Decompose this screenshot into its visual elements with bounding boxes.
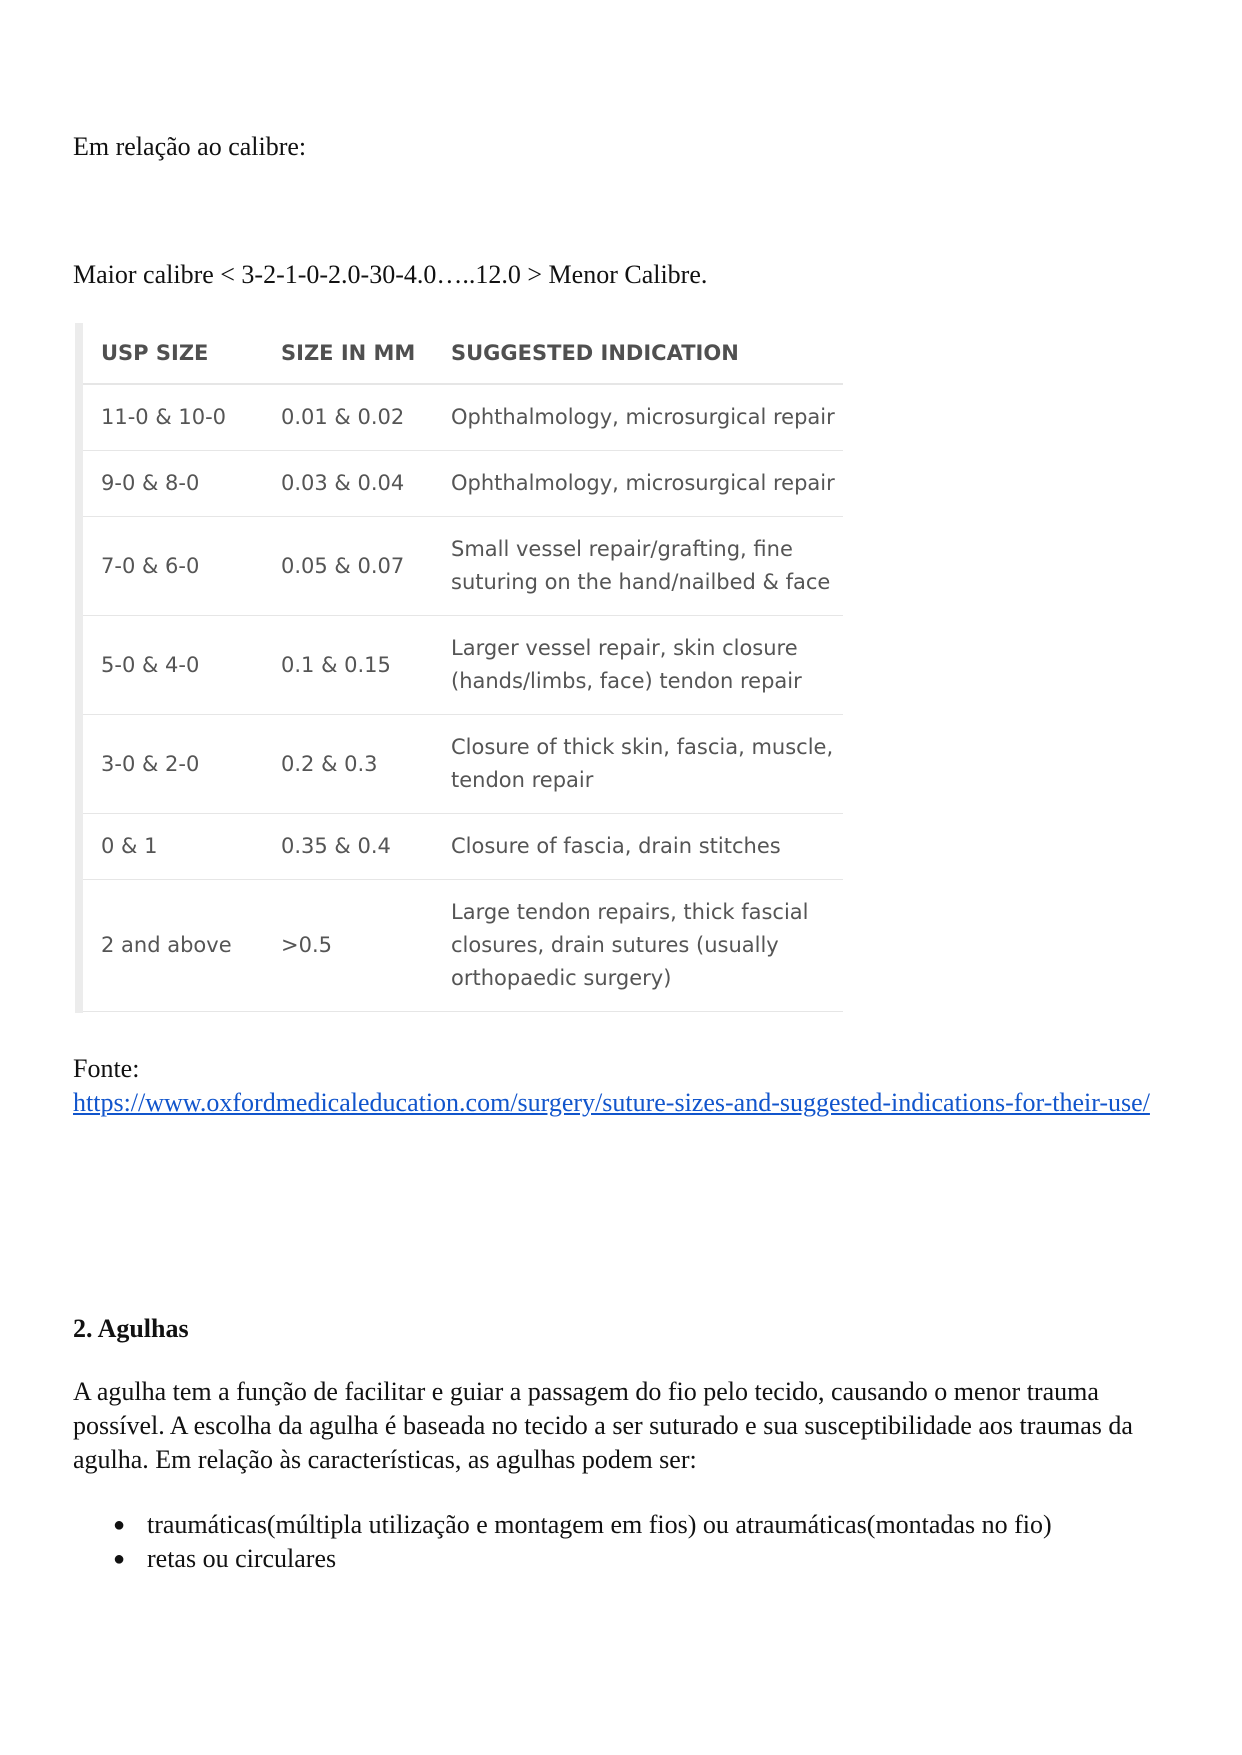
cell-usp: 3-0 & 2-0 (83, 715, 263, 814)
list-item-text: traumáticas(múltipla utilização e montagem em fios) ou atraumáticas(montadas no fio) (147, 1510, 1052, 1539)
needle-description-paragraph: A agulha tem a função de facilitar e guiar a passagem do fio pelo tecido, causando o menor trauma possível. A escolha da agulha é baseada no tecido a ser suturado e sua susceptibilidade aos traumas da agulha. Em relação às características, as agulhas podem ser: (73, 1377, 1133, 1474)
header-size-in-mm: SIZE IN MM (263, 323, 433, 384)
cell-usp: 2 and above (83, 880, 263, 1012)
cell-indication: Ophthalmology, microsurgical repair (433, 451, 843, 517)
cell-indication: Closure of thick skin, fascia, muscle, tendon repair (433, 715, 843, 814)
cell-mm: 0.01 & 0.02 (263, 384, 433, 451)
needle-characteristics-list (73, 1508, 1052, 1576)
table-row (83, 814, 843, 880)
section-heading: 2. Agulhas (73, 1314, 189, 1343)
cell-usp: 11-0 & 10-0 (83, 384, 263, 451)
table-row (83, 451, 843, 517)
table-row (83, 517, 843, 616)
cell-usp: 7-0 & 6-0 (83, 517, 263, 616)
cell-mm: >0.5 (263, 880, 433, 1012)
table-row (83, 384, 843, 451)
table-header-row (83, 323, 843, 384)
cell-mm: 0.03 & 0.04 (263, 451, 433, 517)
cell-mm: 0.05 & 0.07 (263, 517, 433, 616)
list-item-text: retas ou circulares (147, 1544, 337, 1573)
cell-mm: 0.1 & 0.15 (263, 616, 433, 715)
header-usp-size: USP SIZE (83, 323, 263, 384)
cell-indication: Closure of fascia, drain stitches (433, 814, 843, 880)
bullet-icon: ● (113, 1514, 126, 1536)
table-row (83, 616, 843, 715)
cell-indication: Larger vessel repair, skin closure (hands/limbs, face) tendon repair (433, 616, 843, 715)
source-label: Fonte: (73, 1054, 140, 1083)
header-suggested-indication: SUGGESTED INDICATION (433, 323, 843, 384)
list-item (73, 1508, 1052, 1542)
suture-size-table-image (75, 323, 843, 1013)
table-row (83, 880, 843, 1012)
source-link[interactable]: https://www.oxfordmedicaleducation.com/surgery/suture-sizes-and-suggested-indications-for-their-use/ (73, 1088, 1150, 1117)
suture-size-table (83, 323, 843, 1012)
cell-mm: 0.35 & 0.4 (263, 814, 433, 880)
cell-usp: 5-0 & 4-0 (83, 616, 263, 715)
cell-indication: Small vessel repair/grafting, fine suturing on the hand/nailbed & face (433, 517, 843, 616)
cell-indication: Large tendon repairs, thick fascial closures, drain sutures (usually orthopaedic surgery) (433, 880, 843, 1012)
list-item (73, 1542, 1052, 1576)
caliber-scale-text: Maior calibre < 3-2-1-0-2.0-30-4.0…..12.0 > Menor Calibre. (73, 260, 708, 289)
cell-indication: Ophthalmology, microsurgical repair (433, 384, 843, 451)
intro-text: Em relação ao calibre: (73, 132, 307, 161)
cell-usp: 9-0 & 8-0 (83, 451, 263, 517)
table-row (83, 715, 843, 814)
bullet-icon: ● (113, 1548, 126, 1570)
cell-mm: 0.2 & 0.3 (263, 715, 433, 814)
cell-usp: 0 & 1 (83, 814, 263, 880)
